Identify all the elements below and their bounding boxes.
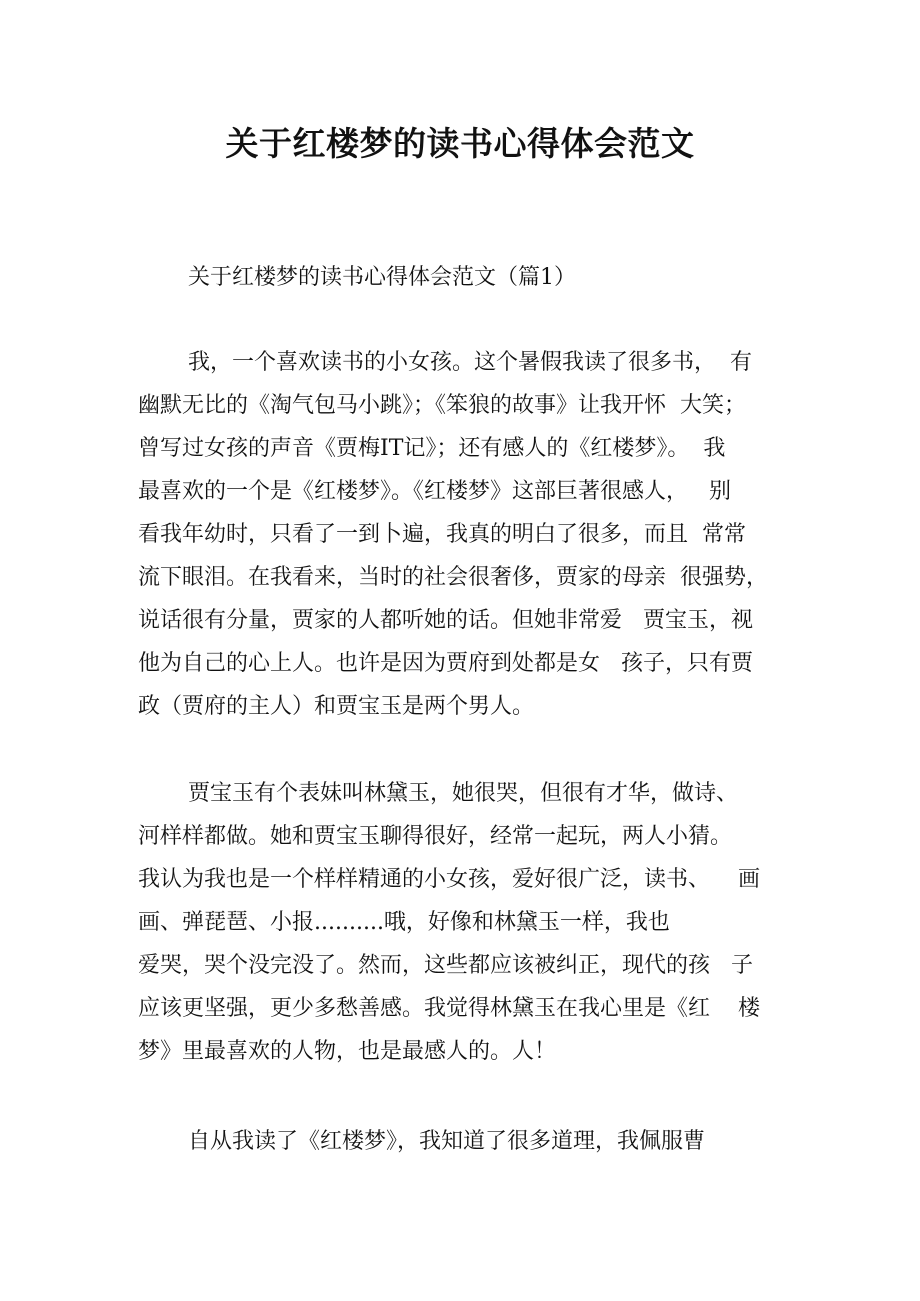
paragraph-2-line: 贾宝玉有个表妹叫林黛玉，她很哭，但很有才华，做诗、 <box>188 781 739 806</box>
paragraph-1-line: 幽默无比的《淘气包马小跳》；《笨狼的故事》让我开怀 大笑； <box>138 393 746 418</box>
paragraph-1-line: 看我年幼时，只看了一到卜遍，我真的明白了很多，而且 常常 <box>138 522 746 547</box>
paragraph-1-line: 政（贾府的主人）和贾宝玉是两个男人。 <box>138 694 535 719</box>
section-subtitle: 关于红楼梦的读书心得体会范文（篇1） <box>188 265 576 290</box>
paragraph-2-line: 画、弹琵琶、小报..........哦，好像和林黛玉一样，我也 <box>138 910 670 935</box>
paragraph-1-line: 我，一个喜欢读书的小女孩。这个暑假我读了很多书， 有 <box>188 350 752 375</box>
paragraph-2-line: 应该更坚强，更少多愁善感。我觉得林黛玉在我心里是《红 楼 <box>138 996 760 1021</box>
paragraph-2-line: 我认为我也是一个样样精通的小女孩，爱好很广泛，读书、 画 <box>138 867 760 892</box>
paragraph-1-line: 最喜欢的一个是《红楼梦》。《红楼梦》这部巨著很感人， 别 <box>138 479 731 504</box>
paragraph-3-line: 自从我读了《红楼梦》，我知道了很多道理，我佩服曹 <box>188 1129 706 1154</box>
paragraph-2-line: 河样样都做。她和贾宝玉聊得很好，经常一起玩，两人小猜。 <box>138 824 733 849</box>
page-title: 关于红楼梦的读书心得体会范文 <box>225 124 695 163</box>
paragraph-1-line: 流下眼泪。在我看来，当时的社会很奢侈，贾家的母亲 很强势， <box>138 565 768 590</box>
paragraph-2-line: 梦》里最喜欢的人物，也是最感人的。人！ <box>138 1039 557 1064</box>
paragraph-1-line: 曾写过女孩的声音《贾梅IT记》；还有感人的《红楼梦》。 我 <box>138 436 726 461</box>
paragraph-1-line: 说话很有分量，贾家的人都听她的话。但她非常爱 贾宝玉，视 <box>138 608 753 633</box>
paragraph-2-line: 爱哭，哭个没完没了。然而，这些都应该被纠正，现代的孩 子 <box>138 953 753 978</box>
paragraph-1-line: 他为自己的心上人。也许是因为贾府到处都是女 孩子，只有贾 <box>138 651 753 676</box>
